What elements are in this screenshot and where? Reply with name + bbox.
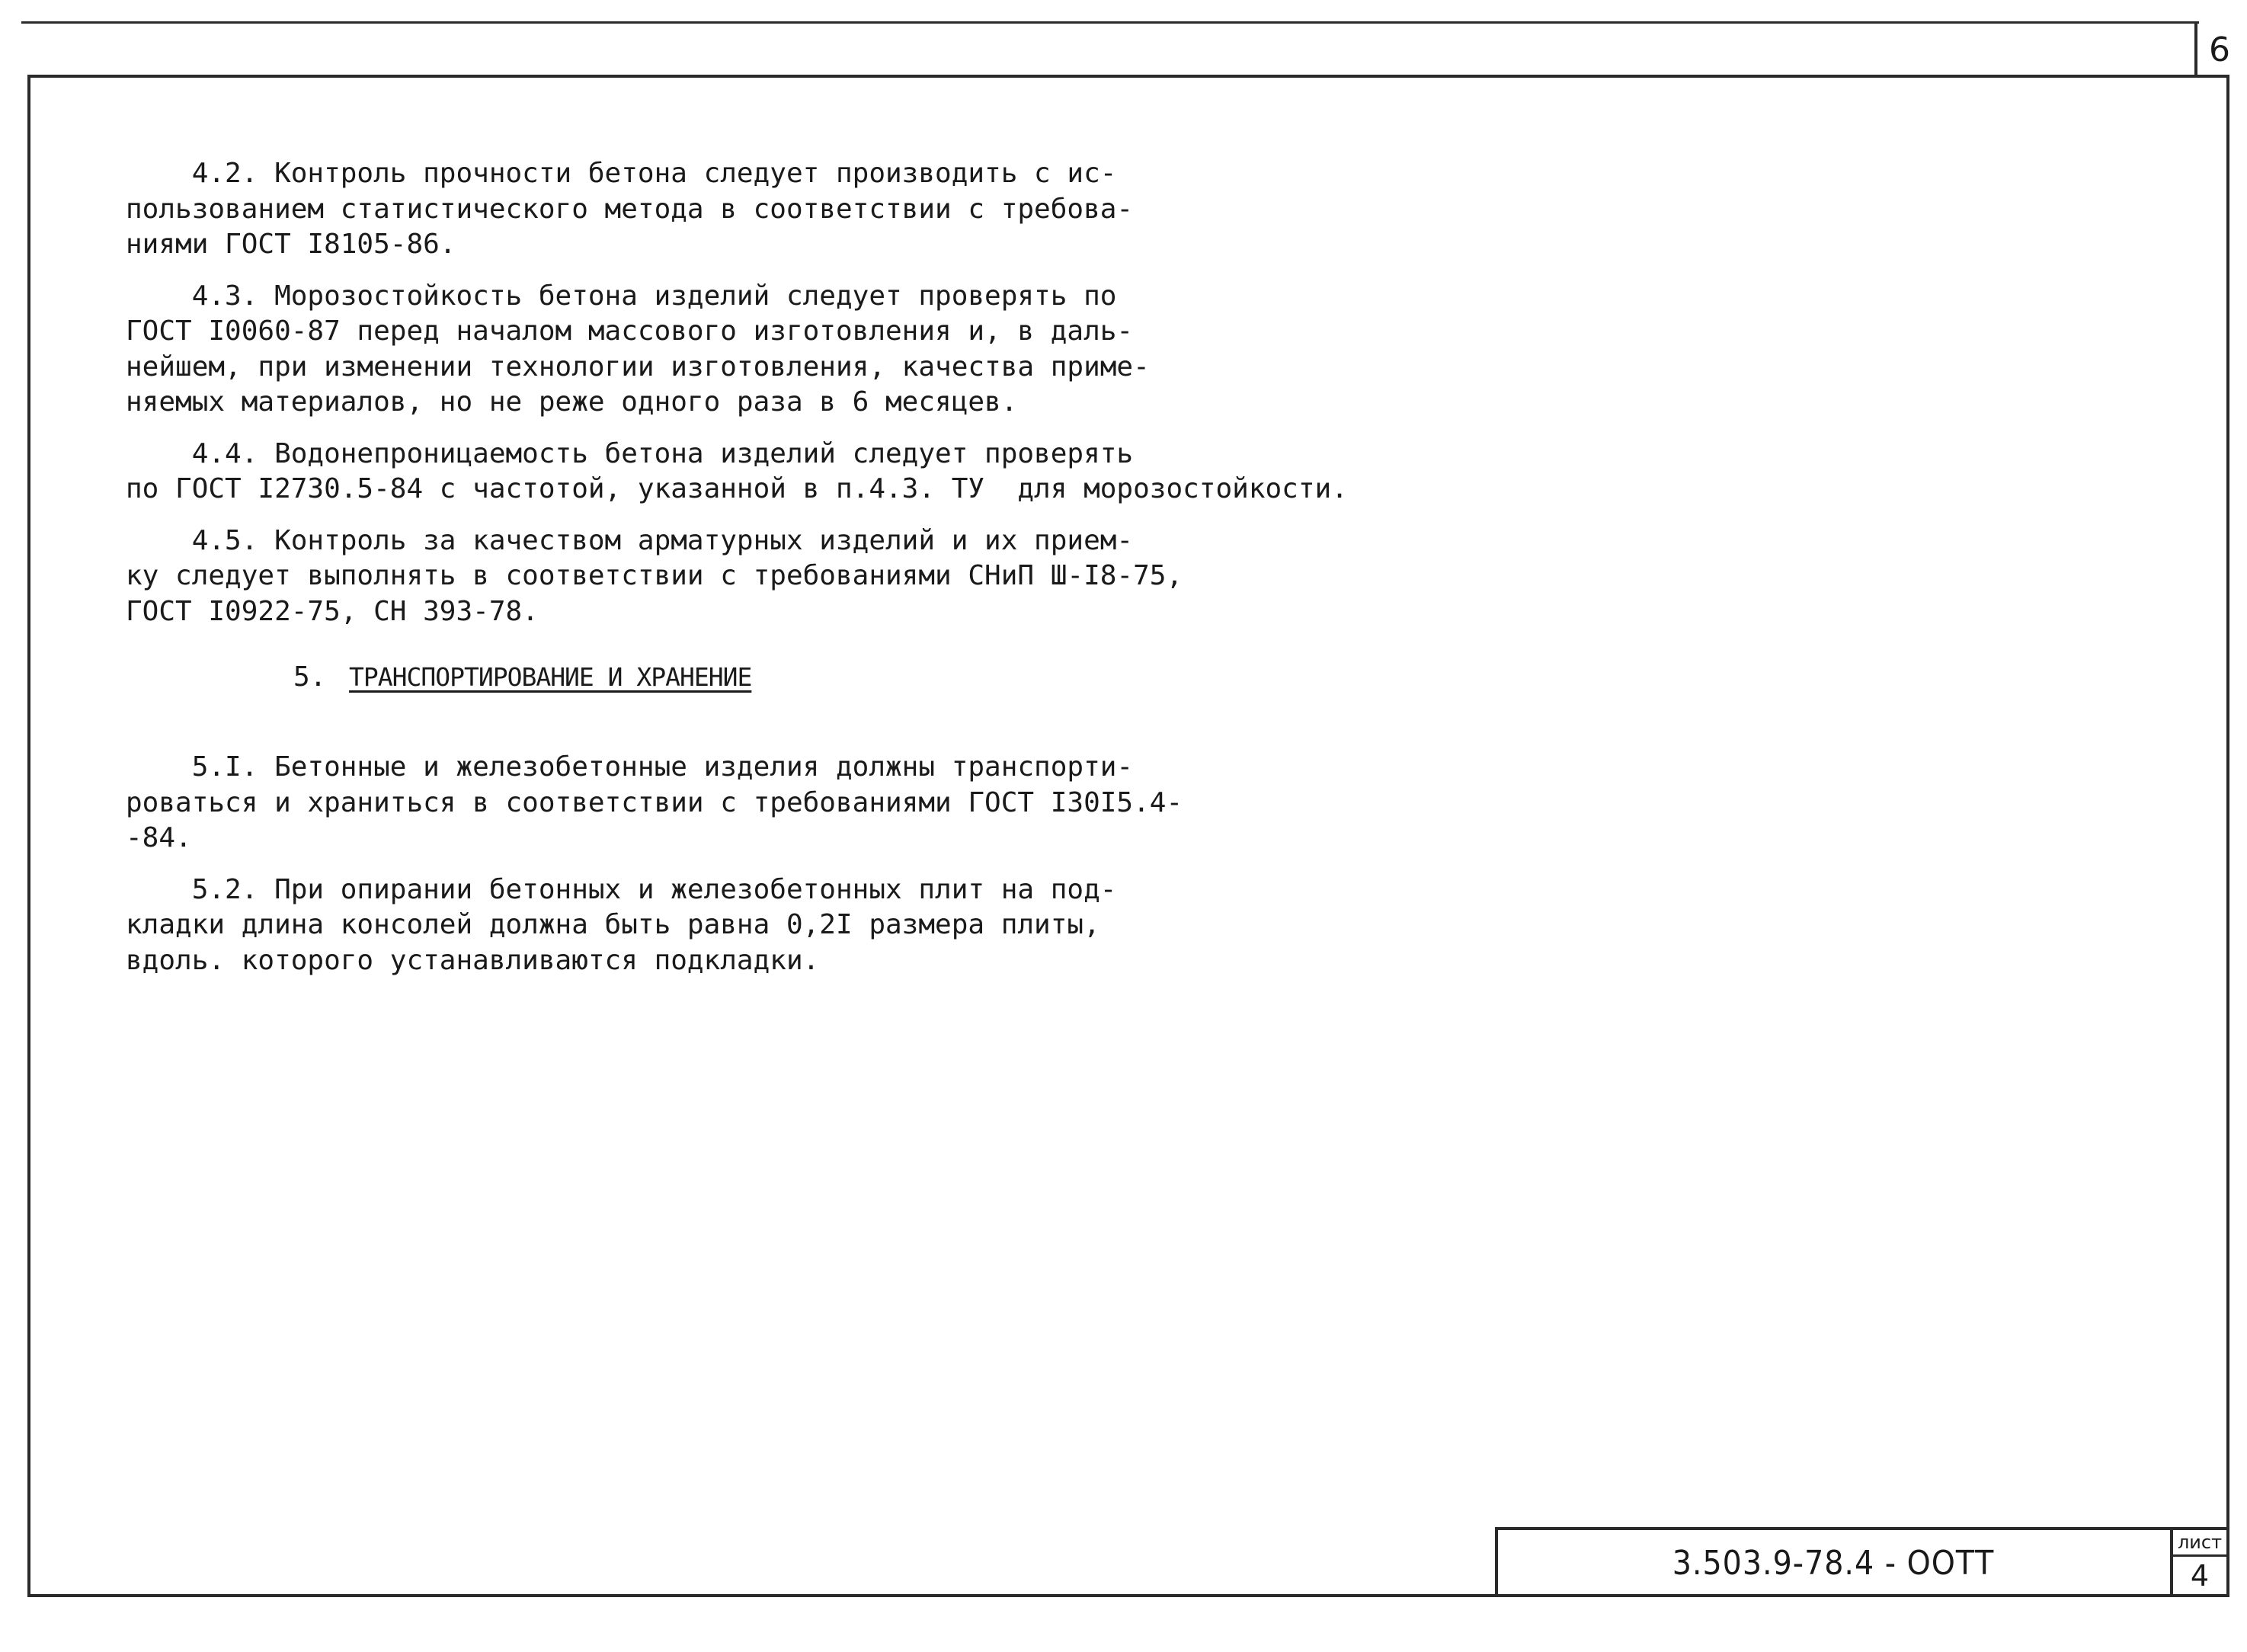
text-line: по ГОСТ I2730.5-84 с частотой, указанной в п.4.3. ТУ для морозостойкости. (126, 473, 1348, 504)
section-title: ТРАНСПОРТИРОВАНИЕ И ХРАНЕНИЕ (349, 662, 752, 692)
text-line: 4.3. Морозостойкость бетона изделий следует проверять по (126, 280, 1117, 312)
text-line: ГОСТ I0922-75, СН 393-78. (126, 595, 539, 627)
title-block (1495, 1527, 2229, 1597)
text-line: 5.2. При опирании бетонных и железобетонных плит на под- (126, 873, 1117, 905)
text-line: пользованием статистического метода в соответствии с требова- (126, 193, 1134, 225)
text-line: кладки длина консолей должна быть равна 0,2I размера плиты, (126, 909, 1100, 940)
corner-page-box (2194, 21, 2242, 78)
sheet-label: лист (2173, 1530, 2226, 1557)
top-border-line (21, 21, 2199, 24)
section-heading-5 (293, 660, 1269, 695)
document-body (126, 156, 1348, 994)
document-code: 3.503.9-78.4 - ООТТ (1672, 1544, 1995, 1583)
text-line: ГОСТ I0060-87 перед началом массового изготовления и, в даль- (126, 315, 1134, 347)
paragraph-4-4 (126, 437, 1348, 507)
sheet-cell (2170, 1530, 2226, 1594)
text-line: 4.2. Контроль прочности бетона следует производить с ис- (126, 158, 1117, 189)
text-line: 4.5. Контроль за качеством арматурных изделий и их прием- (126, 524, 1134, 556)
text-line: 4.4. Водонепроницаемость бетона изделий следует проверять (126, 437, 1134, 469)
text-line: -84. (126, 822, 192, 853)
text-line: 5.I. Бетонные и железобетонные изделия должны транспорти- (126, 751, 1134, 783)
sheet-number: 4 (2190, 1559, 2210, 1593)
paragraph-5-1 (126, 750, 1269, 856)
text-line: ку следует выполнять в соответствии с требованиями СНиП Ш-I8-75, (126, 560, 1183, 591)
text-line: нейшем, при изменении технологии изготовления, качества приме- (126, 351, 1150, 383)
paragraph-4-3 (126, 279, 1269, 421)
paragraph-4-5 (126, 523, 1269, 630)
text-line: вдоль. которого устанавливаются подкладки. (126, 944, 820, 976)
text-line: ниями ГОСТ I8105-86. (126, 229, 456, 260)
corner-page-number: 6 (2209, 30, 2230, 69)
text-line: роваться и храниться в соответствии с требованиями ГОСТ I30I5.4- (126, 786, 1183, 818)
section-number: 5. (293, 661, 327, 693)
text-line: няемых материалов, но не реже одного раза в 6 месяцев. (126, 386, 1018, 418)
paragraph-4-2 (126, 156, 1269, 263)
paragraph-5-2 (126, 872, 1269, 979)
